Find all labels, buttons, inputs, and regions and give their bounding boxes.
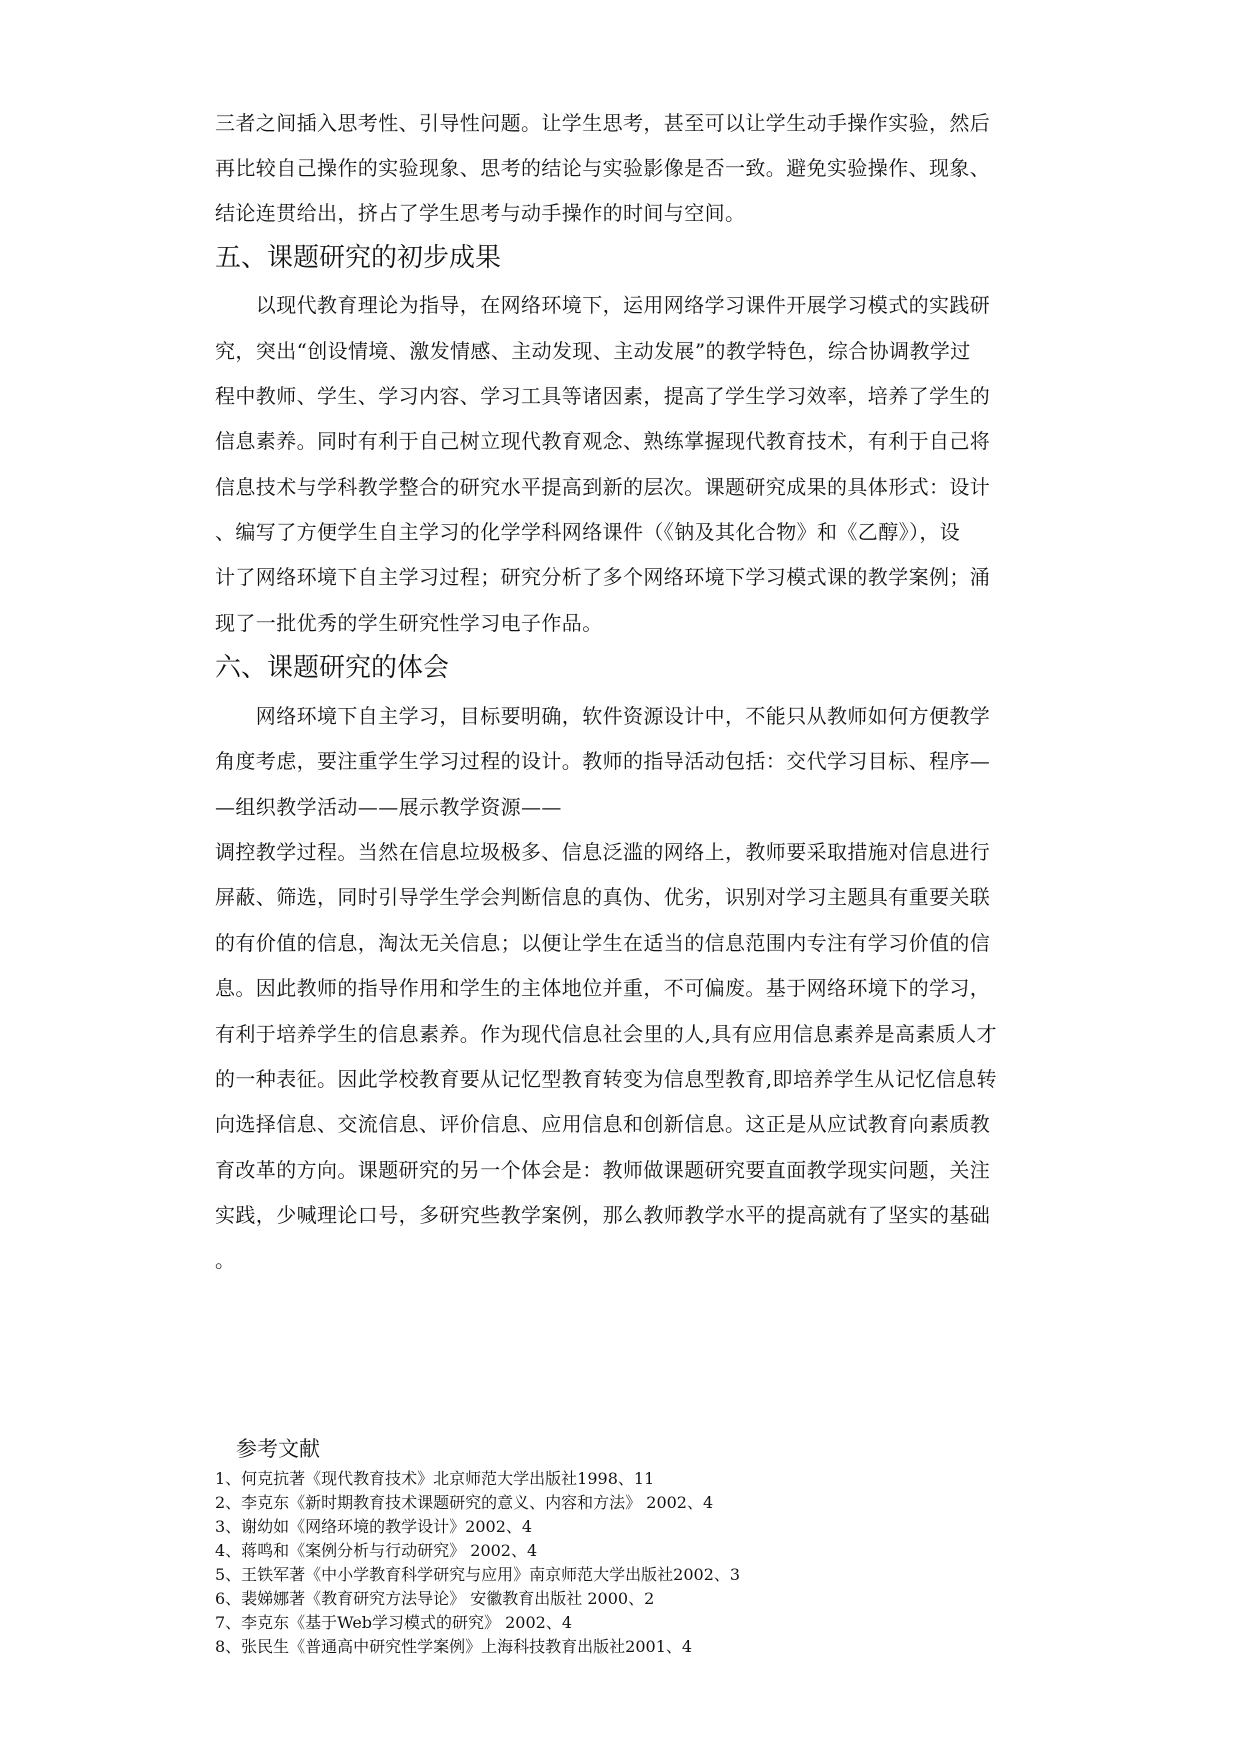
reference-item: 4、蒋鸣和《案例分析与行动研究》 2002、4: [215, 1541, 538, 1560]
paragraph-line: 实践，少喊理论口号，多研究些教学案例，那么教师教学水平的提高就有了坚实的基础: [215, 1203, 991, 1227]
paragraph-line: 的有价值的信息，淘汰无关信息；以便让学生在适当的信息范围内专注有学习价值的信: [215, 931, 991, 955]
paragraph-line: 网络环境下自主学习，目标要明确，软件资源设计中，不能只从教师如何方便教学: [215, 704, 991, 728]
reference-item: 1、何克抗著《现代教育技术》北京师范大学出版社1998、11: [215, 1469, 655, 1488]
paragraph-line: 以现代教育理论为指导，在网络环境下，运用网络学习课件开展学习模式的实践研: [215, 293, 991, 317]
paragraph-line: 。: [215, 1248, 236, 1272]
reference-item: 6、裴娣娜著《教育研究方法导论》 安徽教育出版社 2000、2: [215, 1589, 655, 1608]
references-title: 参考文献: [236, 1437, 320, 1461]
paragraph-line: 向选择信息、交流信息、评价信息、应用信息和创新信息。这正是从应试教育向素质教: [215, 1112, 991, 1136]
reference-item: 7、李克东《基于Web学习模式的研究》 2002、4: [215, 1613, 573, 1632]
paragraph-line: 有利于培养学生的信息素养。作为现代信息社会里的人,具有应用信息素养是高素质人才: [215, 1022, 997, 1046]
paragraph-line: 现了一批优秀的学生研究性学习电子作品。: [215, 611, 603, 635]
paragraph-line: 再比较自己操作的实验现象、思考的结论与实验影像是否一致。避免实验操作、现象、: [215, 156, 991, 180]
paragraph-line: 息。因此教师的指导作用和学生的主体地位并重，不可偏废。基于网络环境下的学习，: [215, 976, 991, 1000]
reference-item: 3、谢幼如《网络环境的教学设计》2002、4: [215, 1517, 533, 1536]
paragraph-line: 究，突出“创设情境、激发情感、主动发现、主动发展”的教学特色，综合协调教学过: [215, 339, 971, 363]
paragraph-line: 角度考虑，要注重学生学习过程的设计。教师的指导活动包括：交代学习目标、程序—: [215, 749, 991, 773]
section-heading: 五、课题研究的初步成果: [215, 243, 502, 273]
paragraph-line: 计了网络环境下自主学习过程；研究分析了多个网络环境下学习模式课的教学案例；涌: [215, 565, 991, 589]
paragraph-line: 、编写了方便学生自主学习的化学学科网络课件（《钠及其化合物》和《乙醇》），设: [215, 520, 961, 544]
paragraph-line: 程中教师、学生、学习内容、学习工具等诸因素，提高了学生学习效率，培养了学生的: [215, 384, 991, 408]
paragraph-line: 的一种表征。因此学校教育要从记忆型教育转变为信息型教育,即培养学生从记忆信息转: [215, 1067, 997, 1091]
paragraph-line: 结论连贯给出，挤占了学生思考与动手操作的时间与空间。: [215, 201, 746, 225]
reference-item: 8、张民生《普通高中研究性学案例》上海科技教育出版社2001、4: [215, 1637, 693, 1656]
paragraph-line: 屏蔽、筛选，同时引导学生学会判断信息的真伪、优劣，识别对学习主题具有重要关联: [215, 885, 991, 909]
reference-item: 5、王铁军著《中小学教育科学研究与应用》南京师范大学出版社2002、3: [215, 1565, 741, 1584]
paragraph-line: 信息技术与学科教学整合的研究水平提高到新的层次。课题研究成果的具体形式：设计: [215, 475, 991, 499]
section-heading: 六、课题研究的体会: [215, 653, 450, 683]
paragraph-line: 信息素养。同时有利于自己树立现代教育观念、熟练掌握现代教育技术，有利于自己将: [215, 429, 991, 453]
paragraph-line: 育改革的方向。课题研究的另一个体会是：教师做课题研究要直面教学现实问题，关注: [215, 1158, 991, 1182]
reference-item: 2、李克东《新时期教育技术课题研究的意义、内容和方法》 2002、4: [215, 1493, 714, 1512]
paragraph-line: —组织教学活动——展示教学资源——: [215, 795, 562, 819]
paragraph-line: 三者之间插入思考性、引导性问题。让学生思考，甚至可以让学生动手操作实验，然后: [215, 111, 991, 135]
paragraph-line: 调控教学过程。当然在信息垃圾极多、信息泛滥的网络上，教师要采取措施对信息进行: [215, 840, 991, 864]
